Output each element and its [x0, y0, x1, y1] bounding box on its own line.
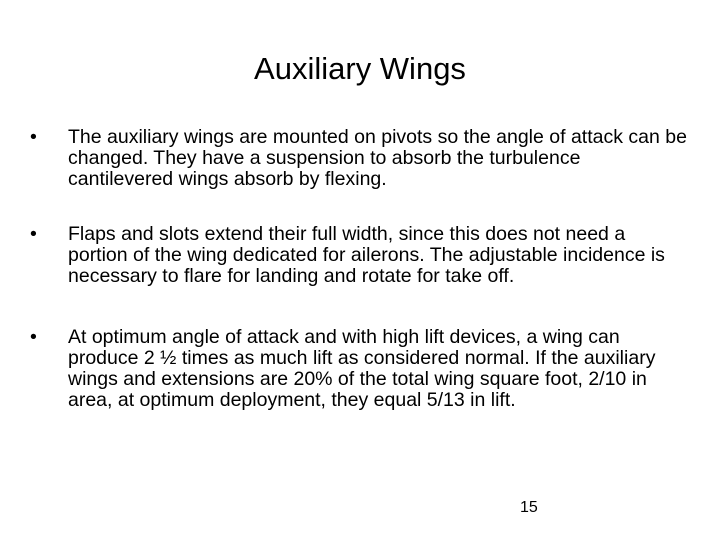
bullet-list: [30, 127, 690, 445]
slide-title: Auxiliary Wings: [254, 51, 466, 86]
page-number: 15: [520, 499, 538, 516]
bullet-marker: •: [30, 326, 37, 348]
bullet-item: [30, 127, 690, 190]
bullet-marker: •: [30, 223, 37, 245]
bullet-text: At optimum angle of attack and with high lift devices, a wing can produce 2 ½ times as much lift as considered normal. If the auxiliary wings and extensions are 20% of the total wing square foot, 2/10 in area, at optimum deployment, they equal 5/13 in lift.: [68, 326, 656, 411]
bullet-text: The auxiliary wings are mounted on pivots so the angle of attack can be changed. They have a suspension to absorb the turbulence cantilevered wings absorb by flexing.: [68, 126, 687, 190]
bullet-marker: •: [30, 126, 37, 148]
bullet-text: Flaps and slots extend their full width, since this does not need a portion of the wing dedicated for ailerons. The adjustable incidence is necessary to flare for landing and rotate for take off.: [68, 223, 665, 287]
bullet-item: [30, 224, 690, 287]
bullet-item: [30, 327, 690, 411]
